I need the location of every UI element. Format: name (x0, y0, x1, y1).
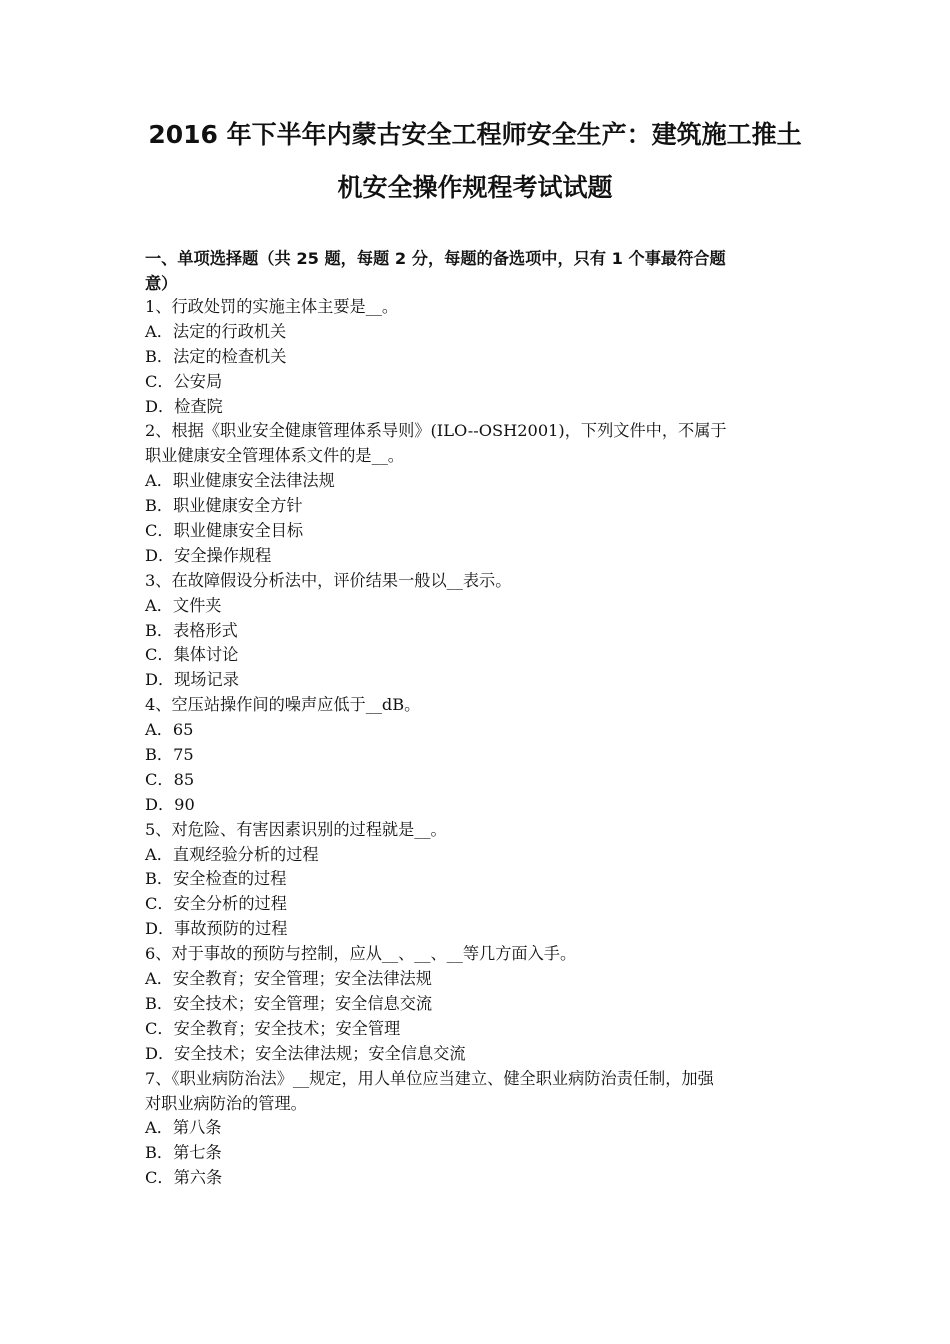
option-a: A．文件夹 (145, 595, 222, 615)
option-c: C．安全分析的过程 (145, 894, 287, 914)
option-c: C．85 (145, 769, 195, 789)
question-text-continued: 职业健康安全管理体系文件的是__。 (145, 446, 404, 466)
option-list (145, 967, 815, 1067)
question-text: 3、在故障假设分析法中，评价结果一般以__表示。 (145, 570, 512, 590)
document-title-line-1: 2016 年下半年内蒙古安全工程师安全生产：建筑施工推土 (148, 120, 802, 149)
question-text: 2、根据《职业安全健康管理体系导则》(ILO--OSH2001)，下列文件中，不属于 (145, 421, 727, 441)
option-c: C．第六条 (145, 1168, 223, 1188)
option-list (145, 843, 815, 943)
option-c: C．集体讨论 (145, 645, 239, 665)
option-list (145, 320, 815, 420)
option-a: A．第八条 (145, 1118, 222, 1138)
option-b: B．第七条 (145, 1143, 222, 1163)
option-list (145, 594, 815, 694)
option-d: D．检查院 (145, 396, 223, 416)
question-7 (145, 1067, 815, 1191)
question-text: 7、《职业病防治法》__规定，用人单位应当建立、健全职业病防治责任制，加强 (145, 1068, 714, 1088)
option-c: C．职业健康安全目标 (145, 521, 304, 541)
option-a: A．65 (145, 720, 194, 740)
option-d: D．90 (145, 794, 195, 814)
option-a: A．法定的行政机关 (145, 321, 287, 341)
option-b: B．表格形式 (145, 620, 238, 640)
question-3 (145, 569, 815, 693)
option-list (145, 469, 815, 569)
question-text: 4、空压站操作间的噪声应低于__dB。 (145, 695, 421, 715)
section-heading-line-2: 意） (145, 273, 178, 293)
option-d: D．现场记录 (145, 670, 239, 690)
option-b: B．安全技术；安全管理；安全信息交流 (145, 993, 433, 1013)
option-a: A．职业健康安全法律法规 (145, 471, 335, 491)
option-list (145, 718, 815, 818)
option-list (145, 1116, 815, 1191)
option-a: A．直观经验分析的过程 (145, 844, 319, 864)
question-1 (145, 295, 815, 419)
option-c: C．安全教育；安全技术；安全管理 (145, 1018, 401, 1038)
question-6 (145, 942, 815, 1066)
option-d: D．安全技术；安全法律法规；安全信息交流 (145, 1043, 466, 1063)
option-b: B．法定的检查机关 (145, 346, 287, 366)
question-2 (145, 419, 815, 568)
section-heading (145, 246, 815, 296)
option-b: B．75 (145, 745, 194, 765)
option-b: B．安全检查的过程 (145, 869, 287, 889)
question-5 (145, 818, 815, 942)
option-c: C．公安局 (145, 371, 223, 391)
question-list (145, 295, 815, 1191)
option-a: A．安全教育；安全管理；安全法律法规 (145, 969, 432, 989)
question-text: 6、对于事故的预防与控制，应从__、__、__等几方面入手。 (145, 944, 577, 964)
question-text: 1、行政处罚的实施主体主要是__。 (145, 297, 399, 316)
question-text-continued: 对职业病防治的管理。 (145, 1093, 307, 1113)
section-heading-line-1: 一、单项选择题（共 25 题，每题 2 分，每题的备选项中，只有 1 个事最符合题 (145, 249, 726, 268)
option-d: D．安全操作规程 (145, 545, 272, 565)
option-b: B．职业健康安全方针 (145, 496, 303, 516)
question-text: 5、对危险、有害因素识别的过程就是__。 (145, 819, 447, 839)
question-4 (145, 693, 815, 817)
document-title-line-2: 机安全操作规程考试试题 (337, 173, 613, 202)
option-d: D．事故预防的过程 (145, 919, 288, 939)
